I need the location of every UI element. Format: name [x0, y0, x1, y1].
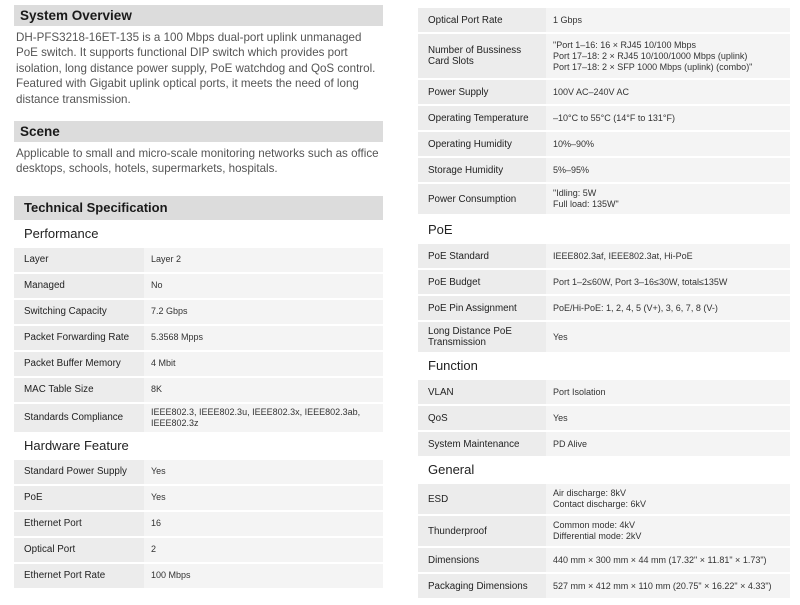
spec-value: 10%–90%	[546, 132, 790, 156]
table-row	[14, 352, 383, 376]
table-row	[14, 512, 383, 536]
right-column	[418, 0, 790, 600]
spec-key: Operating Humidity	[418, 132, 546, 156]
system-overview-heading: System Overview	[14, 5, 383, 26]
table-row	[14, 538, 383, 562]
spec-key: Operating Temperature	[418, 106, 546, 130]
spec-value: IEEE802.3, IEEE802.3u, IEEE802.3x, IEEE802.3ab, IEEE802.3z	[144, 404, 383, 432]
left-column	[14, 0, 383, 590]
table-row	[418, 270, 790, 294]
general-table	[418, 482, 790, 600]
spec-value: No	[144, 274, 383, 298]
spec-key: Thunderproof	[418, 516, 546, 546]
spec-key: ESD	[418, 484, 546, 514]
spec-key: Standard Power Supply	[14, 460, 144, 484]
spec-value: Layer 2	[144, 248, 383, 272]
performance-table	[14, 246, 383, 434]
poe-heading: PoE	[428, 222, 453, 237]
table-row	[418, 132, 790, 156]
table-row	[14, 300, 383, 324]
spec-key: System Maintenance	[418, 432, 546, 456]
spec-value: 4 Mbit	[144, 352, 383, 376]
function-heading: Function	[428, 358, 478, 373]
table-row	[14, 460, 383, 484]
spec-value: PoE/Hi-PoE: 1, 2, 4, 5 (V+), 3, 6, 7, 8 (V-)	[546, 296, 790, 320]
spec-value: 5%–95%	[546, 158, 790, 182]
table-row	[418, 380, 790, 404]
table-row	[14, 274, 383, 298]
function-table	[418, 378, 790, 458]
spec-value: "Port 1–16: 16 × RJ45 10/100 Mbps Port 17–18: 2 × RJ45 10/100/1000 Mbps (uplink) Port 17–18: 2 × SFP 1000 Mbps (uplink) (combo)"	[546, 34, 790, 78]
spec-key: PoE Budget	[418, 270, 546, 294]
table-row	[418, 516, 790, 546]
spec-key: Standards Compliance	[14, 404, 144, 432]
spec-value: Air discharge: 8kV Contact discharge: 6kV	[546, 484, 790, 514]
spec-value: IEEE802.3af, IEEE802.3at, Hi-PoE	[546, 244, 790, 268]
table-row	[418, 106, 790, 130]
spec-key: Power Supply	[418, 80, 546, 104]
spec-value: 8K	[144, 378, 383, 402]
poe-table	[418, 242, 790, 354]
spec-value: Yes	[546, 322, 790, 352]
spec-value: PD Alive	[546, 432, 790, 456]
spec-key: Number of Bussiness Card Slots	[418, 34, 546, 78]
spec-key: Dimensions	[418, 548, 546, 572]
system-overview-text: DH-PFS3218-16ET-135 is a 100 Mbps dual-port uplink unmanaged PoE switch. It supports functional DIP switch which provides port isolation, long distance power supply, PoE watchdog and QoS control. Featured with Gigabit uplink optical ports, it meets the need of long distance transmission.	[16, 31, 376, 106]
table-row	[418, 8, 790, 32]
hardware-feature-table	[14, 458, 383, 590]
spec-value: 440 mm × 300 mm × 44 mm (17.32" × 11.81" × 1.73")	[546, 548, 790, 572]
spec-value: 100 Mbps	[144, 564, 383, 588]
spec-key: Layer	[14, 248, 144, 272]
table-row	[418, 296, 790, 320]
spec-key: Switching Capacity	[14, 300, 144, 324]
spec-value: 7.2 Gbps	[144, 300, 383, 324]
spec-value: 100V AC–240V AC	[546, 80, 790, 104]
table-row	[14, 326, 383, 350]
table-row	[14, 404, 383, 432]
technical-specification-heading: Technical Specification	[14, 196, 383, 220]
spec-key: Ethernet Port Rate	[14, 564, 144, 588]
table-row	[418, 184, 790, 214]
spec-key: Packet Buffer Memory	[14, 352, 144, 376]
table-row	[418, 406, 790, 430]
spec-key: PoE Standard	[418, 244, 546, 268]
table-row	[14, 378, 383, 402]
spec-value: Yes	[546, 406, 790, 430]
spec-key: Optical Port Rate	[418, 8, 546, 32]
spec-value: Port Isolation	[546, 380, 790, 404]
table-row	[418, 484, 790, 514]
spec-value: 2	[144, 538, 383, 562]
spec-value: "Idling: 5W Full load: 135W"	[546, 184, 790, 214]
spec-value: 1 Gbps	[546, 8, 790, 32]
spec-key: Managed	[14, 274, 144, 298]
spec-key: Packaging Dimensions	[418, 574, 546, 598]
spec-key: Optical Port	[14, 538, 144, 562]
spec-key: VLAN	[418, 380, 546, 404]
table-row	[418, 244, 790, 268]
spec-key: Power Consumption	[418, 184, 546, 214]
hardware-feature-heading: Hardware Feature	[24, 437, 129, 453]
spec-key: Storage Humidity	[418, 158, 546, 182]
table-row	[14, 486, 383, 510]
spec-value: Common mode: 4kV Differential mode: 2kV	[546, 516, 790, 546]
scene-text: Applicable to small and micro-scale monitoring networks such as office desktops, schools, hotels, supermarkets, hospitals.	[16, 147, 379, 176]
spec-value: 16	[144, 512, 383, 536]
spec-value: –10°C to 55°C (14°F to 131°F)	[546, 106, 790, 130]
hardware-feature-continued-table	[418, 6, 790, 216]
table-row	[14, 564, 383, 588]
table-row	[418, 322, 790, 352]
table-row	[418, 574, 790, 598]
table-row	[418, 80, 790, 104]
scene-heading: Scene	[14, 121, 383, 142]
spec-key: Ethernet Port	[14, 512, 144, 536]
table-row	[418, 34, 790, 78]
spec-key: MAC Table Size	[14, 378, 144, 402]
table-row	[418, 432, 790, 456]
spec-value: Yes	[144, 486, 383, 510]
performance-heading: Performance	[24, 225, 99, 241]
spec-value: 5.3568 Mpps	[144, 326, 383, 350]
table-row	[418, 548, 790, 572]
spec-value: Port 1–2≤60W, Port 3–16≤30W, total≤135W	[546, 270, 790, 294]
spec-key: PoE	[14, 486, 144, 510]
table-row	[14, 248, 383, 272]
spec-key: Long Distance PoE Transmission	[418, 322, 546, 352]
spec-value: 527 mm × 412 mm × 110 mm (20.75" × 16.22" × 4.33")	[546, 574, 790, 598]
spec-value: Yes	[144, 460, 383, 484]
general-heading: General	[428, 462, 475, 477]
spec-key: Packet Forwarding Rate	[14, 326, 144, 350]
spec-key: PoE Pin Assignment	[418, 296, 546, 320]
spec-key: QoS	[418, 406, 546, 430]
table-row	[418, 158, 790, 182]
